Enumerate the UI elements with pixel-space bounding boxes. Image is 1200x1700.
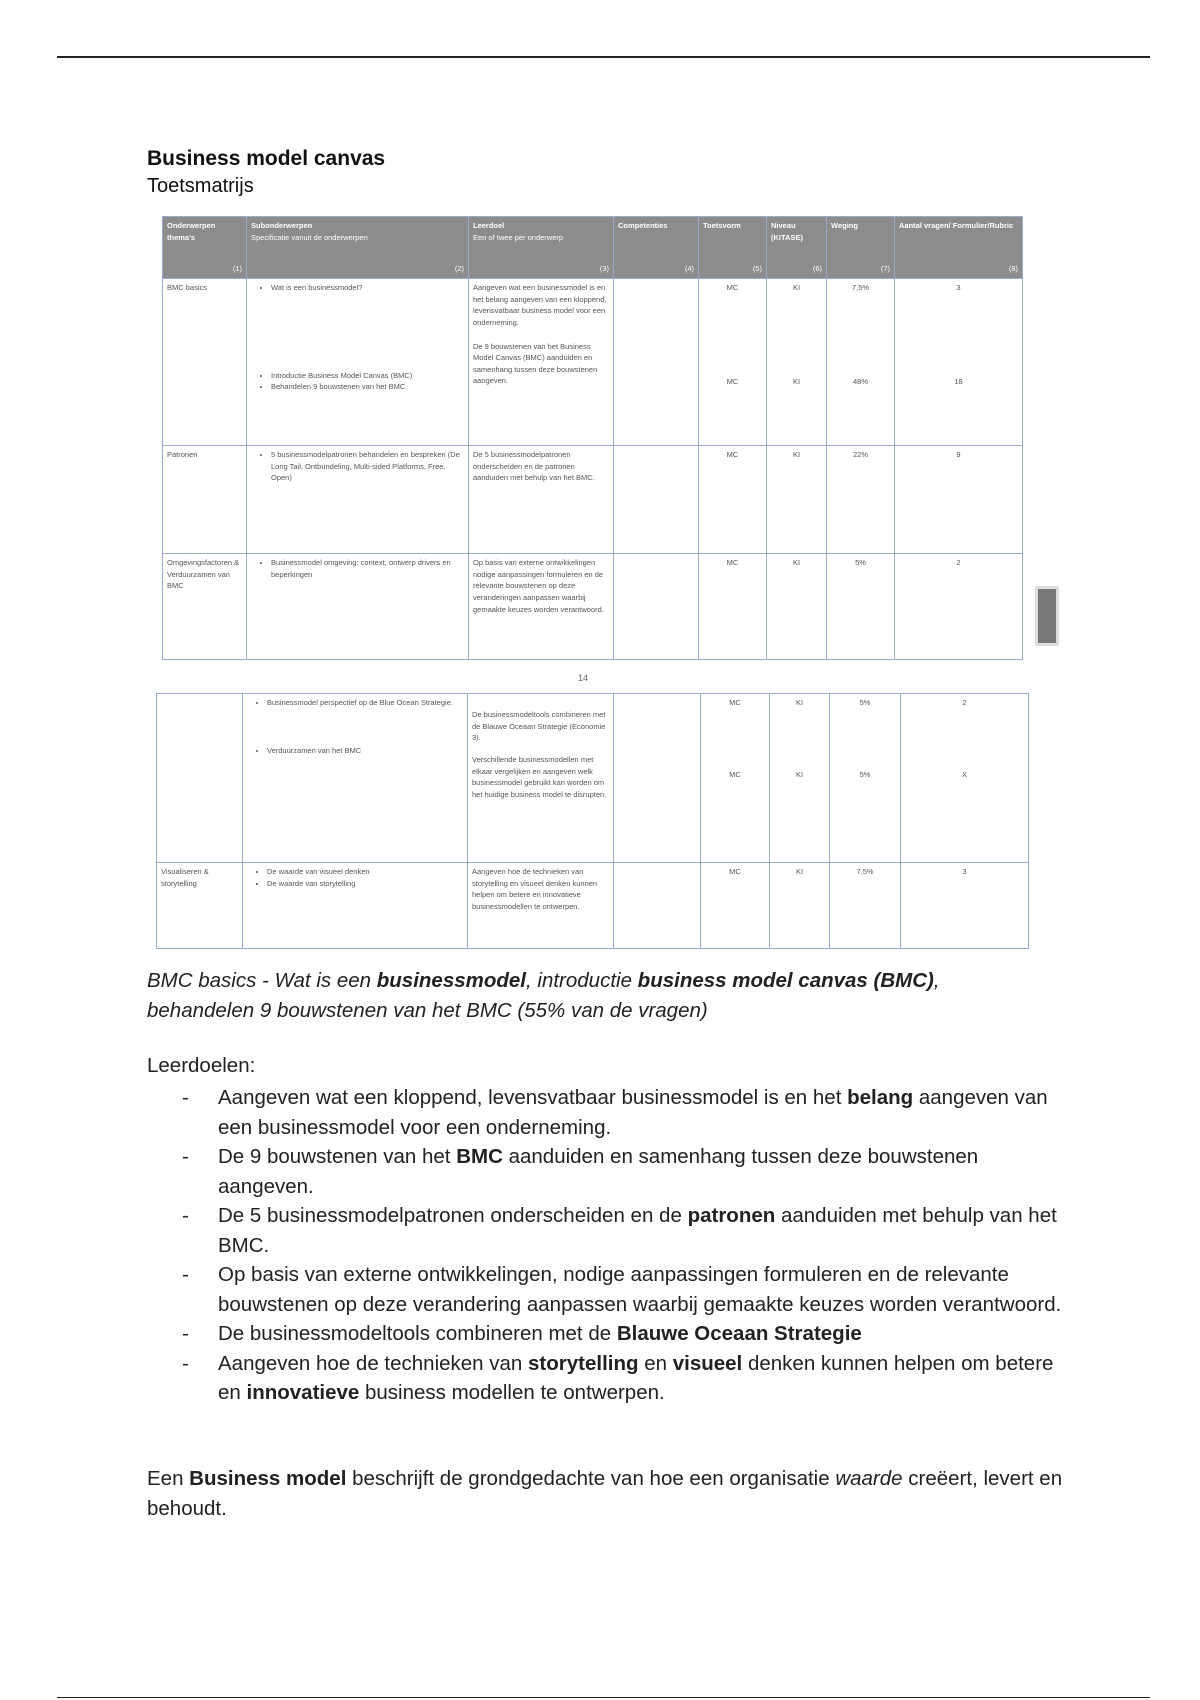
cell-subtopics: • Businessmodel perspectief op de Blue Ocean Strategie. • Verduurzamen van het BMC: [243, 694, 468, 863]
cell-weging: 22%: [827, 446, 895, 554]
cell-weging: 7,5%: [830, 863, 901, 949]
list-item: - Aangeven hoe de technieken van storytelling en visueel denken kunnen helpen om betere en innovatieve business modellen te ontwerpen.: [182, 1351, 1054, 1404]
cell-topic: Visualiseren & storytelling: [157, 863, 243, 949]
list-item: - De 5 businessmodelpatronen onderscheiden en de patronen aanduiden met behulp van het BMC.: [182, 1204, 1057, 1257]
embedded-page-number: 14: [578, 673, 589, 683]
col-header: Subonderwerpen Specificatie vanuit de onderwerpen (2): [247, 217, 469, 279]
cell-aantal: 2: [895, 554, 1023, 660]
cell-toetsvorm: MC MC: [699, 279, 767, 446]
cell-aantal: 9: [895, 446, 1023, 554]
leerdoelen-heading: Leerdoelen:: [147, 1054, 256, 1077]
col-header: Onderwerpen thema's (1): [163, 217, 247, 279]
cell-aantal: 3 18: [895, 279, 1023, 446]
col-header: Weging (7): [827, 217, 895, 279]
col-header: Aantal vragen/ Formulier/Rubric (8): [895, 217, 1023, 279]
cell-weging: 5% 5%: [830, 694, 901, 863]
cell-toetsvorm: MC: [701, 863, 770, 949]
table-row: [157, 694, 1029, 863]
leerdoelen-list: [147, 1083, 1067, 1408]
header-rule: [57, 56, 1150, 58]
cell-goal: De 5 businessmodelpatronen onderscheiden en de patronen aanduiden met behulp van het BMC.: [469, 446, 614, 554]
cell-topic: [157, 694, 243, 863]
table-row: [163, 446, 1023, 554]
col-header: Niveau (KITASE) (6): [767, 217, 827, 279]
page-title: Business model canvas: [147, 147, 386, 170]
definition-paragraph: Een Business model beschrijft de grondgedachte van hoe een organisatie waarde creëert, levert en behoudt.: [147, 1467, 1063, 1520]
cell-goal: De businessmodeltools combineren met de Blauwe Oceaan Strategie (Economie 3). Verschillende businessmodellen met elkaar vergelijken en aangeven welk businessmodel gebruikt kan worden om het huidige business model te disrupten.: [468, 694, 614, 863]
cell-subtopics: • Wat is een businessmodel? • Introductie Business Model Canvas (BMC) • Behandelen 9 bouwstenen van het BMC: [247, 279, 469, 446]
cell-toetsvorm: MC: [699, 554, 767, 660]
page-subtitle: Toetsmatrijs: [147, 175, 254, 197]
cell-competenties: [614, 446, 699, 554]
table-row: [163, 279, 1023, 446]
cell-weging: 7,5% 48%: [827, 279, 895, 446]
list-item: - Op basis van externe ontwikkelingen, nodige aanpassingen formuleren en de relevante bouwstenen op deze verandering aanpassen waarbij gemaakte keuzes worden verantwoord.: [182, 1263, 1062, 1316]
col-header: Leerdoel Een of twee per onderwerp (3): [469, 217, 614, 279]
cell-toetsvorm: MC: [699, 446, 767, 554]
cell-goal: Aangeven hoe de technieken van storytelling en visueel denken kunnen helpen om betere en innovatieve businessmodellen te ontwerpen.: [468, 863, 614, 949]
cell-goal: Aangeven wat een businessmodel is en het belang aangeven van een kloppend, levensvatbaar business model voor een onderneming. De 9 bouwstenen van het Business Model Canvas (BMC) aanduiden en samenhang tussen deze bouwstenen aangeven.: [469, 279, 614, 446]
cell-aantal: 3: [901, 863, 1029, 949]
intro-paragraph: BMC basics - Wat is een businessmodel, introductie business model canvas (BMC), behandelen 9 bouwstenen van het BMC (55% van de vragen): [147, 969, 940, 1022]
cell-subtopics: • De waarde van visueel denken • De waarde van storytelling: [243, 863, 468, 949]
cell-competenties: [614, 279, 699, 446]
cell-subtopics: • 5 businessmodelpatronen behandelen en bespreken (De Long Tail, Ontbundeling, Multi-sided Platforms, Free, Open): [247, 446, 469, 554]
col-header: Toetsvorm (5): [699, 217, 767, 279]
cell-niveau: KI: [767, 446, 827, 554]
table-row: [163, 554, 1023, 660]
side-tab-handle[interactable]: [1035, 586, 1059, 646]
list-item: - Aangeven wat een kloppend, levensvatbaar businessmodel is en het belang aangeven van een businessmodel voor een onderneming.: [182, 1086, 1048, 1139]
list-item: - De 9 bouwstenen van het BMC aanduiden en samenhang tussen deze bouwstenen aangeven.: [182, 1145, 979, 1198]
cell-topic: Omgevingsfactoren & Verduurzamen van BMC: [163, 554, 247, 660]
footer-rule: [57, 1697, 1150, 1698]
cell-niveau: KI: [767, 554, 827, 660]
toetsmatrijs-table: [162, 216, 1023, 660]
cell-weging: 5%: [827, 554, 895, 660]
cell-subtopics: • Businessmodel omgeving: context, ontwerp drivers en beperkingen: [247, 554, 469, 660]
toetsmatrijs-table-continued: [156, 693, 1029, 949]
cell-topic: Patronen: [163, 446, 247, 554]
table-row: [157, 863, 1029, 949]
cell-niveau: KI KI: [770, 694, 830, 863]
cell-niveau: KI: [770, 863, 830, 949]
cell-topic: BMC basics: [163, 279, 247, 446]
list-item: - De businessmodeltools combineren met de Blauwe Oceaan Strategie: [182, 1322, 862, 1345]
cell-competenties: [614, 863, 701, 949]
table-header-row: [163, 217, 1023, 279]
cell-aantal: 2 X: [901, 694, 1029, 863]
cell-niveau: KI KI: [767, 279, 827, 446]
cell-competenties: [614, 554, 699, 660]
cell-toetsvorm: MC MC: [701, 694, 770, 863]
cell-competenties: [614, 694, 701, 863]
cell-goal: Op basis van externe ontwikkelingen nodige aanpassingen formuleren en de relevante bouwstenen op deze veranderingen aanpassen waarbij gemaakte keuzes worden verantwoord.: [469, 554, 614, 660]
col-header: Competenties (4): [614, 217, 699, 279]
